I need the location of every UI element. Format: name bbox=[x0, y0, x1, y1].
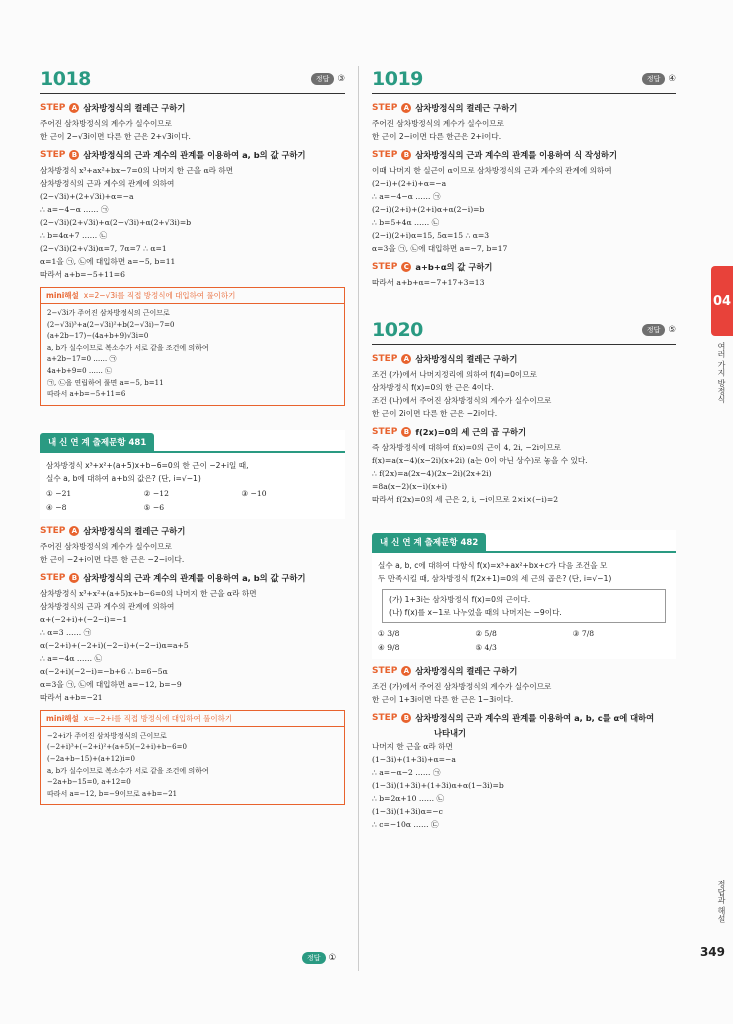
problem-number: 1018 bbox=[40, 68, 91, 90]
text-line: 삼차방정식 x³+x²+(a+5)x+b−6=0의 한 근이 −2+i일 때, bbox=[46, 460, 249, 470]
text-line: α=3을 ㉠, ㉡에 대입하면 a=−12, b=−9 bbox=[40, 679, 182, 689]
text-line: (2−i)+(2+i)+α=−a bbox=[372, 179, 447, 188]
text-line: α=3을 ㉠, ㉡에 대입하면 a=−7, b=17 bbox=[372, 244, 508, 253]
text-line: ∴ b=5+4α …… ㉡ bbox=[372, 218, 440, 227]
text-line: ∴ a=−α−2 …… ㉠ bbox=[372, 768, 441, 777]
text-line: −2+i가 주어진 삼차방정식의 근이므로 bbox=[47, 731, 167, 740]
text-line: ∴ a=−4−α …… ㉠ bbox=[40, 205, 109, 214]
answer-choices bbox=[378, 627, 670, 655]
answer-choice: ④ 9/8 bbox=[378, 643, 400, 652]
text-line: ㉠, ㉡을 연립하여 풀면 a=−5, b=11 bbox=[47, 378, 164, 387]
text-line: (1−3i)(1+3i)α=−c bbox=[372, 807, 443, 816]
text-line: 따라서 a+b=−5+11=6 bbox=[47, 390, 126, 399]
text-line: 한 근이 1+3i이면 다른 한 근은 1−3i이다. bbox=[372, 695, 514, 704]
mini-explanation-box: mini해설 x=−2+i를 직접 방정식에 대입하여 풀이하기 −2+i가 주어진 삼차방정식의 근이므로 (−2+i)³+(−2+i)²+(a+5)(−2+i)+b−6=0 (−2a+b−15)+(a+12)i=0 a, b가 실수이므로 복소수가 서로 같을 조건에 의하여 −2a+b−15=0, a+12=0 따라서 a=−12, b=−9이므로 a+b=−21 bbox=[40, 710, 345, 806]
answer-choice: ③ −10 bbox=[241, 488, 267, 498]
page-number: 349 bbox=[699, 945, 725, 959]
text-line: 삼차방정식의 근과 계수의 관계에 의하여 bbox=[40, 179, 175, 188]
text-line: (1−3i)+(1+3i)+α=−a bbox=[372, 755, 456, 764]
text-line: f(x)=a(x−4)(x−2i)(x+2i) (a는 0이 아닌 상수)로 놓을 수 있다. bbox=[372, 456, 588, 465]
text-line: =8a(x−2)(x−i)(x+i) bbox=[372, 482, 448, 491]
answer-choice: ① 3/8 bbox=[378, 629, 400, 638]
answer-choices bbox=[46, 487, 339, 515]
step-b-body bbox=[40, 164, 345, 281]
text-line: 따라서 a+b=−5+11=6 bbox=[40, 270, 125, 279]
chapter-tab: 04 bbox=[711, 266, 733, 336]
text-line: 삼차방정식의 근과 계수의 관계에 의하여 bbox=[40, 601, 175, 611]
answer-choice: ② −12 bbox=[143, 488, 169, 498]
text-line: a+2b−17=0 …… ㉠ bbox=[47, 355, 117, 364]
left-column bbox=[40, 68, 345, 805]
text-line: 조건 (나)에서 주어진 삼차방정식의 계수가 실수이므로 bbox=[372, 396, 552, 405]
text-line: α(−2+i)+(−2+i)(−2−i)+(−2−i)α=a+5 bbox=[40, 640, 189, 650]
text-line: 이때 나머지 한 실근이 α이므로 삼차방정식의 근과 계수의 관계에 의하여 bbox=[372, 166, 612, 175]
text-line: α=1을 ㉠, ㉡에 대입하면 a=−5, b=11 bbox=[40, 257, 176, 266]
chapter-title: 여러 가지 방정식 bbox=[717, 342, 726, 404]
text-line: ∴ a=−4−α …… ㉠ bbox=[372, 192, 441, 201]
related-problem-481: 내 신 연 계 출제문항 481 삼차방정식 x³+x²+(a+5)x+b−6=0의 한 근이 −2+i일 때, 실수 a, b에 대하여 a+b의 값은? (단, i=√−1) ① −21 ② −12 ③ −10 ④ −8 ⑤ −6 bbox=[40, 430, 345, 519]
text-line: 삼차방정식 f(x)=0의 한 근은 4이다. bbox=[372, 383, 494, 392]
text-line: 따라서 a+b=−21 bbox=[40, 692, 103, 702]
text-line: (나) f(x)를 x−1로 나누었을 때의 나머지는 −9이다. bbox=[389, 608, 562, 617]
text-line: (2−√3i)(2+√3i)α=7, 7α=7 ∴ α=1 bbox=[40, 244, 167, 253]
text-line: 한 근이 2−√3i이면 다른 한 근은 2+√3i이다. bbox=[40, 132, 191, 141]
problem-1019-header: 1019 정답 ④ bbox=[372, 68, 676, 94]
text-line: 주어진 삼차방정식의 계수가 실수이므로 bbox=[40, 119, 172, 128]
text-line: 조건 (가)에서 주어진 삼차방정식의 계수가 실수이므로 bbox=[372, 682, 552, 691]
text-line: 즉 삼차방정식에 대하여 f(x)=0의 근이 4, 2i, −2i이므로 bbox=[372, 443, 562, 452]
text-line: 실수 a, b, c에 대하여 다항식 f(x)=x³+ax²+bx+c가 다음 조건을 모 bbox=[378, 561, 608, 570]
text-line: 따라서 f(2x)=0의 세 근은 2, i, −i이므로 2×i×(−i)=2 bbox=[372, 495, 559, 504]
right-column: 1019 정답 ④ STEP A 삼차방정식의 켤레근 구하기 주어진 삼차방정식의 계수가 실수이므로 한 근이 2−i이면 다른 한근은 2+i이다. STEP B 삼차방정식의 근과 계수의 관계를 이용하여 식 작성하기 이때 나머지 한 실근이 α이므로 삼차방정식의 근과 계수의 관계에 의하여 (2−i)+(2+i)+α=−a ∴ a=−4−α …… ㉠ (2−i)(2+i)+(2+i)α+α(2−i)=b ∴ b=5+4α …… ㉡ (2−i)(2+i)α=15, 5α=15 ∴ α=3 α=3을 ㉠, ㉡에 대입하면 a=−7, b=17 STEP C a+b+α의 값 구하기 따라서 a+b+α=−7+17+3=13 1020 정답 ⑤ STEP A 삼차방정식의 켤레근 구하기 조건 (가)에서 나머지정리에 의하여 f(4)=0이므로 삼차방정식 f(x)=0의 한 근은 4이다. 조건 (나)에서 주어진 삼차방정식의 계수가 실수이므로 한 근이 2i이면 다른 한 근은 −2i이다. STEP B f(2x)=0의 세 근의 곱 구하기 즉 삼차방정식에 대하여 f(x)=0의 근이 4, 2i, −2i이므로 f(x)=a(x−4)(x−2i)(x+2i) (a는 0이 아닌 상수)로 놓을 수 있다. ∴ f(2x)=a(2x−4)(2x−2i)(2x+2i) =8a(x−2)(x−i)(x+i) 따라서 f(2x)=0의 세 근은 2, i, −i이므로 2×i×(−i)=2 내 신 연 계 출제문항 482 실수 a, b, c에 대하여 다항식 f(x)=x³+ax²+bx+c가 다음 조건을 모 두 만족시킬 때, 삼차방정식 f(2x+1)=0의 세 근의 곱은? (단, i=√−1) (가) 1+3i는 삼차방정식 f(x)=0의 근이다. (나) f(x)를 x−1로 나누었을 때의 나머지는 −9이다. ① 3/8 ② 5/8 ③ 7/8 ④ 9/8 ⑤ 4/3 STEP A 삼차방정식의 켤레근 구하기 조건 (가)에서 주어진 삼차방정식의 계수가 실수이므로 한 근이 1+3i이면 다른 한 근은 1−3i이다. STEP B 삼차방정식의 근과 계수의 관계를 이용하여 a, b, c를 α에 대하여 나타내기 나머지 한 근을 α라 하면 (1−3i)+(1+3i)+α=−a ∴ a=−α−2 …… ㉠ (1−3i)(1+3i)+(1+3i)α+α(1−3i)=b ∴ b=2α+10 …… ㉡ (1−3i)(1+3i)α=−c ∴ c=−10α …… ㉢ bbox=[372, 68, 676, 829]
problem-1018-header bbox=[40, 68, 345, 94]
answer-choice: ③ 7/8 bbox=[572, 629, 595, 638]
step-b-heading: STEP B 삼차방정식의 근과 계수의 관계를 이용하여 a, b의 값 구하기 bbox=[40, 150, 306, 160]
text-line: 한 근이 2−i이면 다른 한근은 2+i이다. bbox=[372, 132, 502, 141]
conditions-box bbox=[382, 589, 666, 623]
text-line: (1−3i)(1+3i)+(1+3i)α+α(1−3i)=b bbox=[372, 781, 504, 790]
text-line: 2−√3i가 주어진 삼차방정식의 근이므로 bbox=[47, 309, 170, 317]
text-line: 4a+b+9=0 …… ㉡ bbox=[47, 366, 113, 375]
answer-choice: ① −21 bbox=[46, 488, 72, 498]
text-line: (2−√3i)³+a(2−√3i)²+b(2−√3i)−7=0 bbox=[47, 320, 175, 329]
text-line: a, b가 실수이므로 복소수가 서로 같을 조건에 의하여 bbox=[47, 766, 209, 775]
answer-choice: ② 5/8 bbox=[475, 629, 497, 638]
answer-choice: ④ −8 bbox=[46, 502, 67, 512]
text-line: 따라서 a+b+α=−7+17+3=13 bbox=[372, 278, 485, 287]
text-line: (a+2b−17)−(4a+b+9)√3i=0 bbox=[47, 332, 149, 341]
text-line: 두 만족시킬 때, 삼차방정식 f(2x+1)=0의 세 근의 곱은? (단, i=√−1) bbox=[378, 574, 612, 583]
answer-choice: ⑤ −6 bbox=[143, 502, 165, 512]
related-problem-482: 내 신 연 계 출제문항 482 실수 a, b, c에 대하여 다항식 f(x)=x³+ax²+bx+c가 다음 조건을 모 두 만족시킬 때, 삼차방정식 f(2x+1)=0의 세 근의 곱은? (단, i=√−1) (가) 1+3i는 삼차방정식 f(x)=0의 근이다. (나) f(x)를 x−1로 나누었을 때의 나머지는 −9이다. ① 3/8 ② 5/8 ③ 7/8 ④ 9/8 ⑤ 4/3 bbox=[372, 530, 676, 659]
text-line: 삼차방정식 x³+x²+(a+5)x+b−6=0의 나머지 한 근을 α라 하면 bbox=[40, 588, 257, 598]
text-line: (2−√3i)(2+√3i)+α(2−√3i)+α(2+√3i)=b bbox=[40, 218, 192, 227]
text-line: ∴ α=3 …… ㉠ bbox=[40, 627, 92, 637]
answer-badge: 정답 ③ bbox=[311, 73, 345, 85]
text-line: 주어진 삼차방정식의 계수가 실수이므로 bbox=[372, 119, 504, 128]
text-line: (2−i)(2+i)+(2+i)α+α(2−i)=b bbox=[372, 205, 485, 214]
text-line: ∴ b=2α+10 …… ㉡ bbox=[372, 794, 445, 803]
text-line: a, b가 실수이므로 복소수가 서로 같을 조건에 의하여 bbox=[47, 343, 209, 352]
step-a-heading: STEP A 삼차방정식의 켤레근 구하기 bbox=[40, 103, 186, 113]
text-line: 따라서 a=−12, b=−9이므로 a+b=−21 bbox=[47, 789, 178, 798]
text-line: α(−2+i)(−2−i)=−b+6 ∴ b=6−5α bbox=[40, 666, 168, 676]
mini-explanation-box: mini해설 x=2−√3i를 직접 방정식에 대입하여 풀이하기 2−√3i가 주어진 삼차방정식의 근이므로 (2−√3i)³+a(2−√3i)²+b(2−√3i)−7=0 (a+2b−17)−(4a+b+9)√3i=0 a, b가 실수이므로 복소수가 서로 같을 조건에 의하여 a+2b−17=0 …… ㉠ 4a+b+9=0 …… ㉡ ㉠, ㉡을 연립하여 풀면 a=−5, b=11 따라서 a+b=−5+11=6 bbox=[40, 287, 345, 406]
text-line: 삼차방정식 x³+ax²+bx−7=0의 나머지 한 근을 α라 하면 bbox=[40, 166, 234, 175]
text-line: (−2+i)³+(−2+i)²+(a+5)(−2+i)+b−6=0 bbox=[47, 743, 187, 752]
text-line: (2−i)(2+i)α=15, 5α=15 ∴ α=3 bbox=[372, 231, 490, 240]
text-line: 주어진 삼차방정식의 계수가 실수이므로 bbox=[40, 541, 172, 551]
step-a-body bbox=[40, 117, 345, 143]
text-line: ∴ a=−4α …… ㉡ bbox=[40, 653, 103, 663]
text-line: 실수 a, b에 대하여 a+b의 값은? (단, i=√−1) bbox=[46, 473, 201, 483]
text-line: 한 근이 −2+i이면 다른 한 근은 −2−i이다. bbox=[40, 554, 185, 564]
answer-choice: ⑤ 4/3 bbox=[475, 643, 497, 652]
text-line: (−2a+b−15)+(a+12)i=0 bbox=[47, 754, 135, 763]
final-answer: 정답 ① bbox=[302, 952, 336, 964]
text-line: ∴ c=−10α …… ㉢ bbox=[372, 820, 439, 829]
text-line: α+(−2+i)+(−2−i)=−1 bbox=[40, 614, 128, 624]
text-line: 조건 (가)에서 나머지정리에 의하여 f(4)=0이므로 bbox=[372, 370, 537, 379]
text-line: 나머지 한 근을 α라 하면 bbox=[372, 742, 453, 751]
text-line: 한 근이 2i이면 다른 한 근은 −2i이다. bbox=[372, 409, 498, 418]
step-a-heading: STEP A 삼차방정식의 켤레근 구하기 bbox=[40, 525, 186, 536]
text-line: (2−√3i)+(2+√3i)+α=−a bbox=[40, 192, 134, 201]
problem-1020-header: 1020 정답 ⑤ bbox=[372, 319, 676, 345]
text-line: (가) 1+3i는 삼차방정식 f(x)=0의 근이다. bbox=[389, 595, 531, 604]
text-line: ∴ f(2x)=a(2x−4)(2x−2i)(2x+2i) bbox=[372, 469, 492, 478]
column-divider bbox=[358, 66, 359, 971]
text-line: ∴ b=4α+7 …… ㉡ bbox=[40, 231, 108, 240]
footer-label: 정답과 해설 bbox=[717, 880, 726, 923]
step-b-heading: STEP B 삼차방정식의 근과 계수의 관계를 이용하여 a, b의 값 구하기 bbox=[40, 572, 306, 583]
text-line: −2a+b−15=0, a+12=0 bbox=[47, 778, 131, 787]
